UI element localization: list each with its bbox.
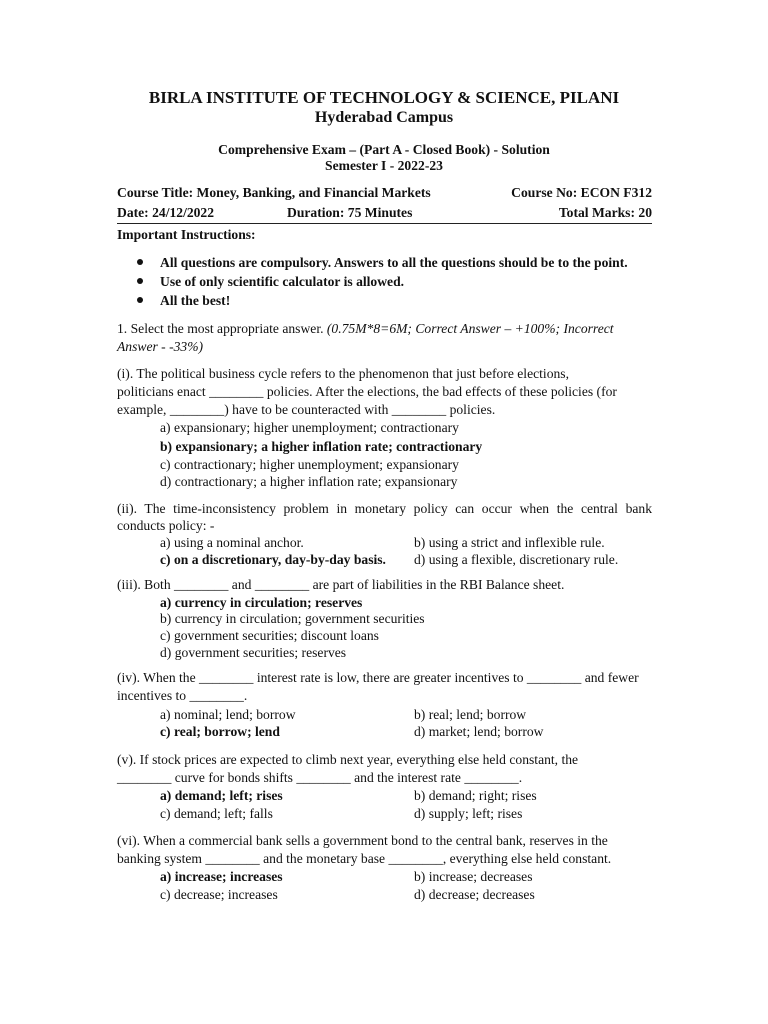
question-text: (v). If stock prices are expected to climb next year, everything else held constant, the (117, 752, 579, 767)
campus-title: Hyderabad Campus (314, 109, 454, 126)
correct-option: a) increase; increases (160, 869, 283, 884)
correct-option: a) currency in circulation; reserves (160, 595, 363, 610)
bullet-icon (137, 278, 143, 284)
question-text: banking system ________ and the monetary base ________, everything else held constant. (117, 851, 612, 866)
option: c) contractionary; higher unemployment; expansionary (160, 457, 459, 472)
option: d) using a flexible, discretionary rule. (414, 552, 619, 567)
option: a) expansionary; higher unemployment; contractionary (160, 420, 459, 435)
correct-option: a) demand; left; rises (160, 788, 283, 803)
bullet-icon (137, 259, 143, 265)
option: b) increase; decreases (414, 869, 533, 884)
question-text: incentives to ________. (117, 688, 248, 703)
option: c) decrease; increases (160, 887, 278, 902)
institute-title: BIRLA INSTITUTE OF TECHNOLOGY & SCIENCE, PILANI (148, 88, 620, 107)
question-text: conducts policy: - (117, 518, 215, 533)
question-text: politicians enact ________ policies. After the elections, the bad effects of these policies (for (117, 384, 617, 399)
course-title: Course Title: Money, Banking, and Financial Markets (117, 185, 431, 200)
question-text: (iv). When the ________ interest rate is low, there are greater incentives to ________ and fewer (117, 670, 639, 685)
option: b) demand; right; rises (414, 788, 537, 803)
option: c) demand; left; falls (160, 806, 273, 821)
instruction-item: All the best! (160, 293, 231, 308)
marking-scheme: (0.75M*8=6M; Correct Answer – +100%; Incorrect (326, 321, 614, 336)
question-text: (vi). When a commercial bank sells a government bond to the central bank, reserves in the (117, 833, 608, 848)
option: b) real; lend; borrow (414, 707, 527, 722)
option: a) using a nominal anchor. (160, 535, 304, 550)
question-text: ________ curve for bonds shifts ________ and the interest rate ________. (117, 770, 523, 785)
option: a) nominal; lend; borrow (160, 707, 296, 722)
correct-option: c) on a discretionary, day-by-day basis. (160, 552, 386, 567)
bullet-icon (137, 297, 143, 303)
exam-date: Date: 24/12/2022 (117, 205, 215, 220)
option: b) using a strict and inflexible rule. (414, 535, 605, 550)
question-text: example, ________) have to be counteracted with ________ policies. (117, 402, 496, 417)
header-divider (117, 223, 652, 224)
instructions-heading: Important Instructions: (117, 227, 256, 242)
correct-option: c) real; borrow; lend (160, 724, 280, 739)
total-marks: Total Marks: 20 (558, 205, 652, 220)
option: d) supply; left; rises (414, 806, 523, 821)
option: d) government securities; reserves (160, 645, 347, 660)
instruction-item: All questions are compulsory. Answers to all the questions should be to the point. (160, 255, 628, 270)
option: c) government securities; discount loans (160, 628, 379, 643)
marking-scheme-cont: Answer - -33%) (117, 339, 204, 354)
exam-title: Comprehensive Exam – (Part A - Closed Book) - Solution (218, 142, 550, 157)
question-text: (ii). The time-inconsistency problem in monetary policy can occur when the central bank (117, 501, 652, 516)
section-prompt (117, 320, 614, 338)
semester-title: Semester I - 2022-23 (325, 158, 443, 173)
question-text: (i). The political business cycle refers to the phenomenon that just before elections, (117, 366, 569, 381)
option: b) currency in circulation; government securities (160, 611, 425, 626)
instruction-item: Use of only scientific calculator is allowed. (160, 274, 405, 289)
question-text: (iii). Both ________ and ________ are part of liabilities in the RBI Balance sheet. (117, 577, 565, 592)
option: d) market; lend; borrow (414, 724, 544, 739)
exam-duration: Duration: 75 Minutes (287, 205, 413, 220)
section-prompt-text: 1. Select the most appropriate answer. (117, 321, 324, 336)
option: d) decrease; decreases (414, 887, 535, 902)
option: d) contractionary; a higher inflation rate; expansionary (160, 474, 458, 489)
correct-option: b) expansionary; a higher inflation rate; contractionary (160, 439, 483, 454)
course-number: Course No: ECON F312 (511, 185, 652, 200)
